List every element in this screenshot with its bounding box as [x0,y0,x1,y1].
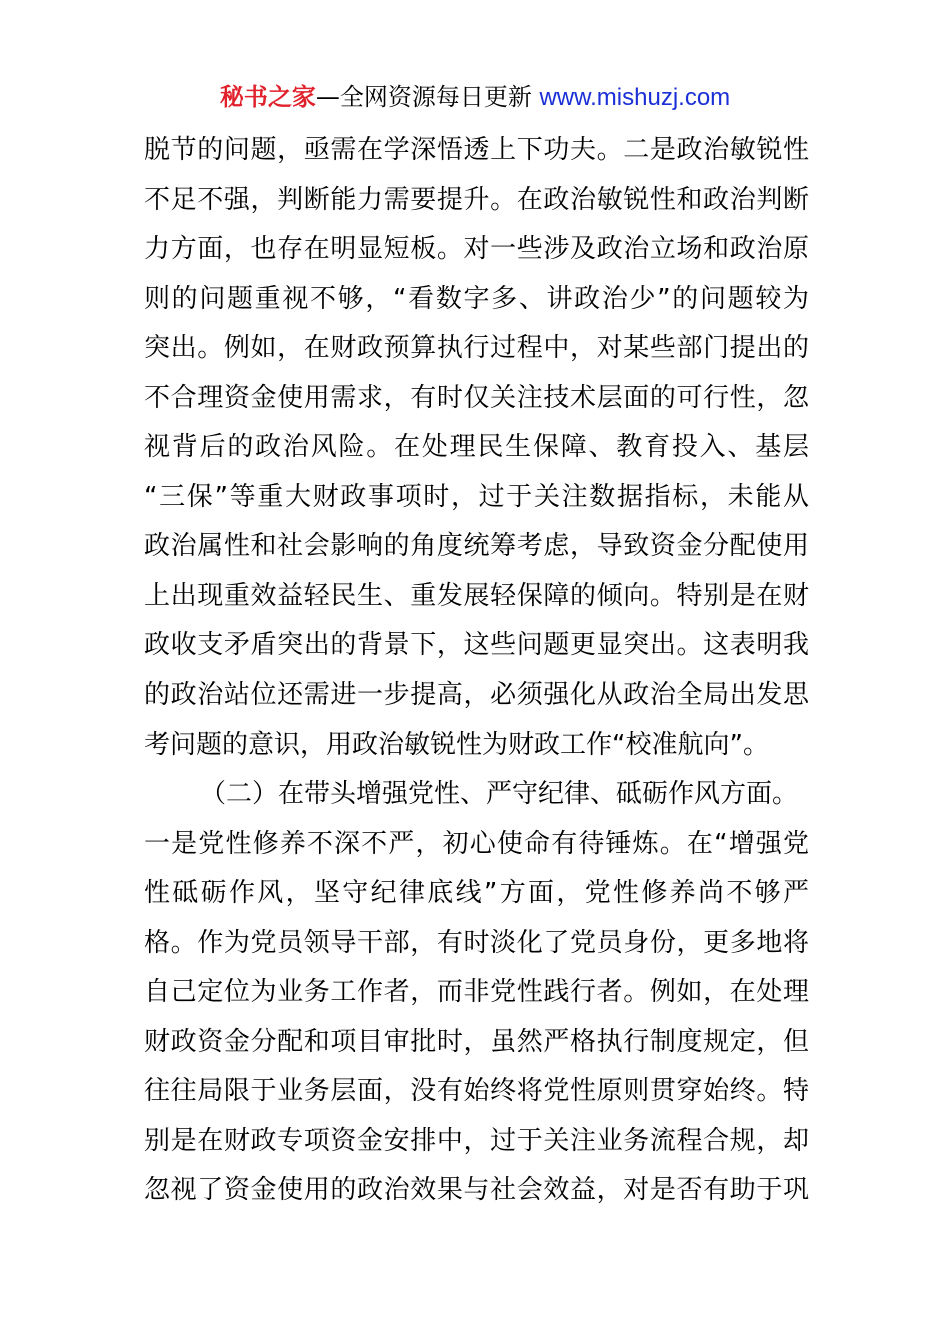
site-header [0,80,950,115]
text-line: 上出现重效益轻民生、重发展轻保障的倾向。特别是在财 [144,580,809,611]
text-line: 不合理资金使用需求，有时仅关注技术层面的可行性，忽 [144,382,809,413]
text-line: 视背后的政治风险。在处理民生保障、教育投入、基层 [144,432,809,463]
text-line-paragraph-end: 考问题的意识，用政治敏锐性为财政工作“校准航向”。 [144,729,769,760]
text-line: 性砥砺作风，坚守纪律底线”方面，党性修养尚不够严 [144,878,809,909]
text-line: 自己定位为业务工作者，而非党性践行者。例如，在处理 [144,977,809,1008]
text-line: 力方面，也存在明显短板。对一些涉及政治立场和政治原 [144,234,809,265]
site-url-link[interactable]: www.mishuzj.com [539,84,731,111]
text-line: 格。作为党员领导干部，有时淡化了党员身份，更多地将 [144,927,809,958]
text-line: 财政资金分配和项目审批时，虽然严格执行制度规定，但 [144,1026,809,1057]
text-line: 突出。例如，在财政预算执行过程中，对某些部门提出的 [144,333,809,364]
text-line: 往往局限于业务层面，没有始终将党性原则贯穿始终。特 [144,1076,809,1107]
text-line: 别是在财政专项资金安排中，过于关注业务流程合规，却 [144,1125,809,1156]
text-line: 的政治站位还需进一步提高，必须强化从政治全局出发思 [144,680,809,711]
section-heading: （二）在带头增强党性、严守纪律、砥砺作风方面。 [200,779,799,810]
text-line: 不足不强，判断能力需要提升。在政治敏锐性和政治判断 [144,184,809,215]
text-line: 政治属性和社会影响的角度统筹考虑，导致资金分配使用 [144,531,809,562]
site-brand: 秘书之家 [219,83,316,111]
site-tagline: —全网资源每日更新 [315,83,540,111]
text-line: 脱节的问题，亟需在学深悟透上下功夫。二是政治敏锐性 [144,135,809,165]
text-line: 则的问题重视不够，“看数字多、讲政治少”的问题较为 [144,283,809,314]
text-line: 忽视了资金使用的政治效果与社会效益，对是否有助于巩 [144,1175,809,1206]
text-line: “三保”等重大财政事项时，过于关注数据指标，未能从 [144,481,809,512]
document-body [144,126,809,1216]
text-line: 政收支矛盾突出的背景下，这些问题更显突出。这表明我 [144,630,809,661]
text-line: 一是党性修养不深不严，初心使命有待锤炼。在“增强党 [144,828,809,859]
